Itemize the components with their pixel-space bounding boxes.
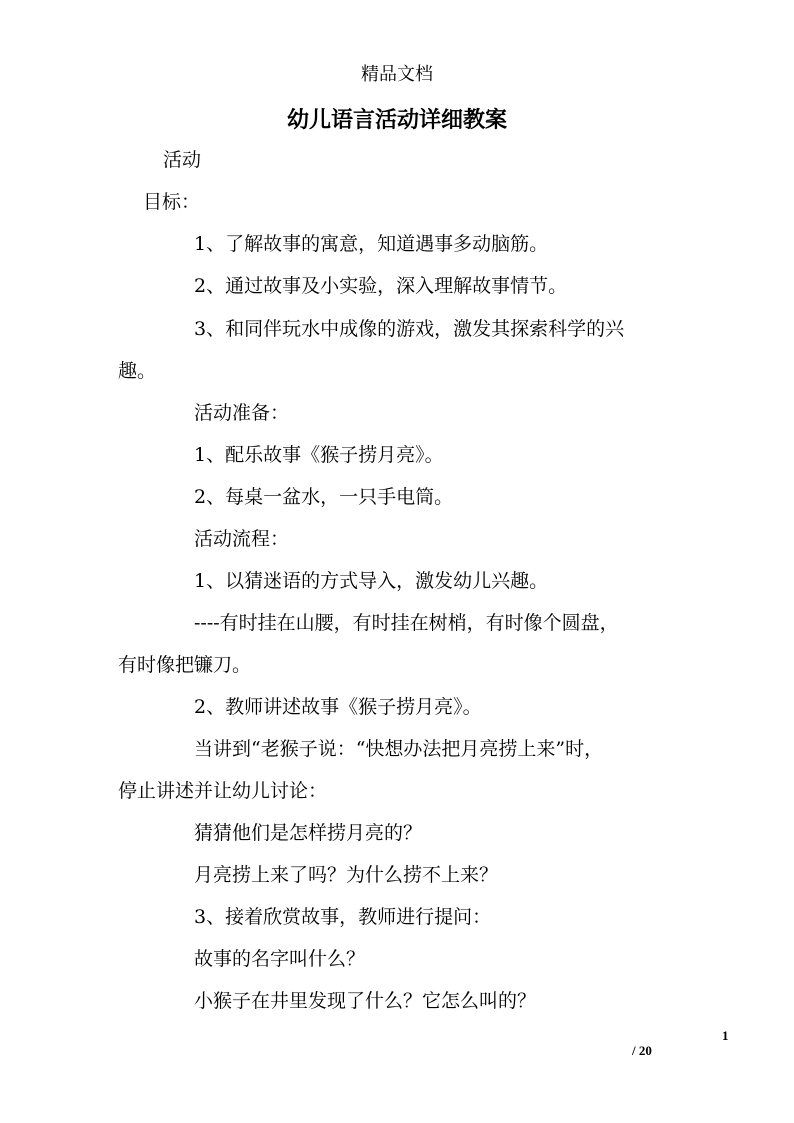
page-total: / 20	[632, 1043, 652, 1058]
goal-item-1: 1、了解故事的寓意，知道遇事多动脑筋。	[194, 233, 549, 255]
question-4: 小猴子在井里发现了什么？它怎么叫的？	[194, 990, 537, 1012]
riddle-line-1: ----有时挂在山腰，有时挂在树梢，有时像个圆盘，	[194, 612, 619, 634]
section-heading-goals: 目标：	[143, 191, 201, 213]
goal-item-2: 2、通过故事及小实验，深入理解故事情节。	[194, 275, 568, 297]
page-header: 精品文档	[361, 64, 433, 85]
preparation-item-1: 1、配乐故事《猴子捞月亮》。	[194, 444, 444, 466]
process-item-3: 3、接着欣赏故事，教师进行提问：	[194, 906, 492, 928]
preparation-item-2: 2、每桌一盆水，一只手电筒。	[194, 486, 454, 508]
goal-item-3-continued: 趣。	[118, 360, 157, 382]
section-heading-preparation: 活动准备：	[194, 402, 290, 424]
process-item-2: 2、教师讲述故事《猴子捞月亮》。	[194, 696, 482, 718]
process-item-1: 1、以猜迷语的方式导入，激发幼儿兴趣。	[194, 570, 549, 592]
quote-line-1: 当讲到“老猴子说：“快想办法把月亮捞上来”时，	[194, 738, 604, 760]
quote-line-2: 停止讲述并让幼儿讨论：	[118, 780, 328, 802]
page-number: 1	[722, 1028, 729, 1043]
section-heading-activity: 活动	[163, 149, 202, 171]
goal-item-3: 3、和同伴玩水中成像的游戏，激发其探索科学的兴	[194, 318, 625, 340]
riddle-line-2: 有时像把镰刀。	[118, 654, 252, 676]
question-3: 故事的名字叫什么？	[194, 948, 366, 970]
question-1: 猜猜他们是怎样捞月亮的？	[194, 822, 423, 844]
question-2: 月亮捞上来了吗？为什么捞不上来？	[194, 864, 499, 886]
document-title: 幼儿语言活动详细教案	[286, 107, 507, 133]
section-heading-process: 活动流程：	[194, 528, 290, 550]
